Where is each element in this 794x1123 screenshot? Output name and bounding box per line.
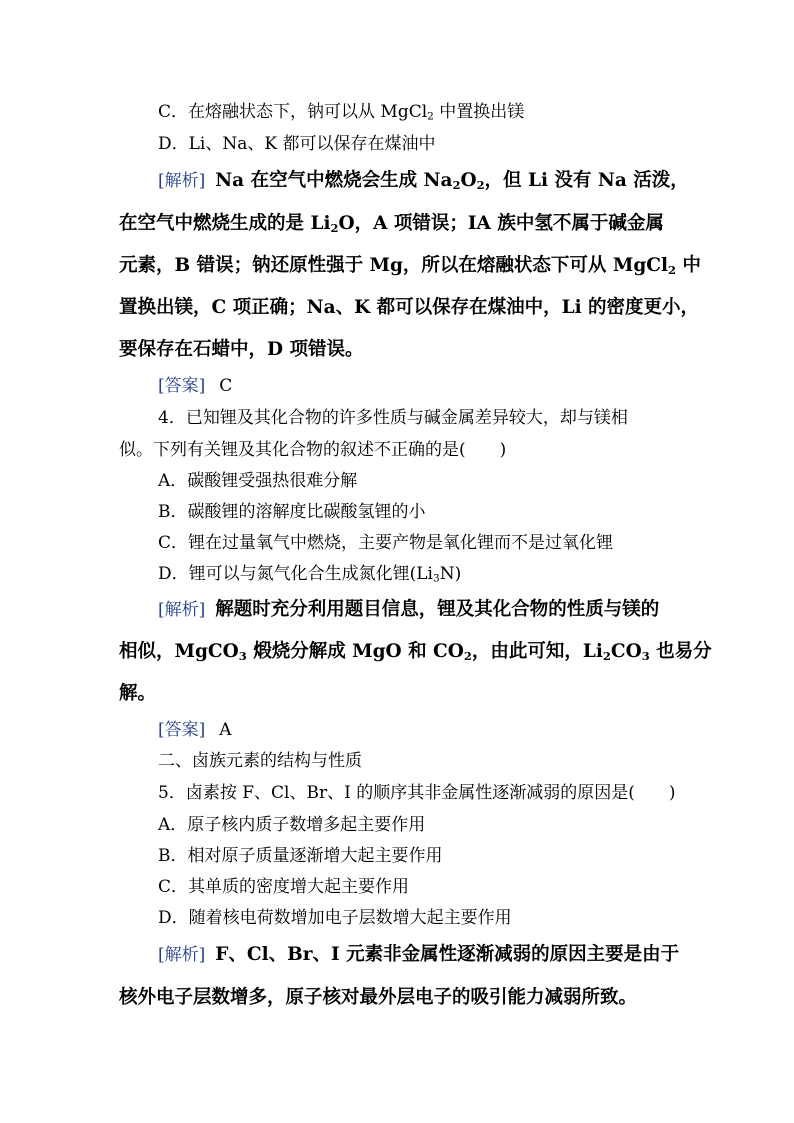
- q3-option-d: D．Li、Na、K 都可以保存在煤油中: [158, 134, 436, 154]
- analysis-tag: [解析]: [158, 945, 206, 965]
- answer-tag: [答案]: [158, 376, 206, 396]
- q5-stem: 5．卤素按 F、Cl、Br、I 的顺序其非金属性逐渐减弱的原因是( ): [158, 783, 676, 803]
- q4-analysis-line-1: [解析] 解题时充分利用题目信息，锂及其化合物的性质与镁的: [158, 599, 660, 620]
- q4-analysis-line-2: 相似，MgCO$_3$ 煅烧分解成 MgO 和 $CO_2$，由此可知，$Li_2CO_3$ 也易分: [119, 641, 712, 663]
- q5-option-c: C．其单质的密度增大起主要作用: [158, 877, 410, 897]
- q5-option-d: D．随着核电荷数增加电子层数增大起主要作用: [158, 908, 512, 928]
- q5-analysis-line-2: 核外电子层数增多，原子核对最外层电子的吸引能力减弱所致。: [119, 987, 638, 1008]
- q4-stem-line-2: 似。下列有关锂及其化合物的叙述不正确的是( ): [119, 440, 507, 460]
- q3-analysis-line-3: 元素，B 错误；钠还原性强于 Mg，所以在熔融状态下可从 MgCl$_2$ 中: [119, 255, 701, 277]
- q3-analysis-line-2: 在空气中燃烧生成的是 $Li_2O$，A 项错误；ⅠA 族中氢不属于碱金属: [119, 213, 664, 235]
- q3-analysis-line-1: [解析] Na 在空气中燃烧会生成 $Na_2O_2$，但 Li 没有 Na 活泼，: [158, 170, 689, 192]
- q4-option-a: A．碳酸锂受强热很难分解: [158, 471, 358, 491]
- analysis-tag: [解析]: [158, 600, 206, 620]
- q5-option-a: A．原子核内质子数增多起主要作用: [158, 815, 426, 835]
- q4-option-c: C．锂在过量氧气中燃烧，主要产物是氧化锂而不是过氧化锂: [158, 533, 614, 553]
- q3-answer: [答案] C: [158, 376, 233, 396]
- q4-option-d: D．锂可以与氮气化合生成氮化锂$(Li_3N)$: [158, 564, 462, 585]
- q4-analysis-line-3: 解。: [119, 683, 157, 704]
- section-heading: 二、卤族元素的结构与性质: [158, 751, 362, 771]
- answer-tag: [答案]: [158, 720, 206, 740]
- q4-option-b: B．碳酸锂的溶解度比碳酸氢锂的小: [158, 502, 426, 522]
- q5-option-b: B．相对原子质量逐渐增大起主要作用: [158, 846, 443, 866]
- q3-analysis-line-5: 要保存在石蜡中，D 项错误。: [119, 339, 364, 360]
- q5-analysis-line-1: [解析] F、Cl、Br、I 元素非金属性逐渐减弱的原因主要是由于: [158, 944, 680, 965]
- q4-stem-line-1: 4．已知锂及其化合物的许多性质与碱金属差异较大，却与镁相: [158, 408, 628, 428]
- analysis-tag: [解析]: [158, 171, 206, 191]
- q4-answer: [答案] A: [158, 720, 232, 740]
- q3-analysis-line-4: 置换出镁，C 项正确；Na、K 都可以保存在煤油中，Li 的密度更小，: [119, 297, 700, 318]
- q3-option-c: C．在熔融状态下，钠可以从 MgCl$_2$ 中置换出镁: [158, 102, 525, 123]
